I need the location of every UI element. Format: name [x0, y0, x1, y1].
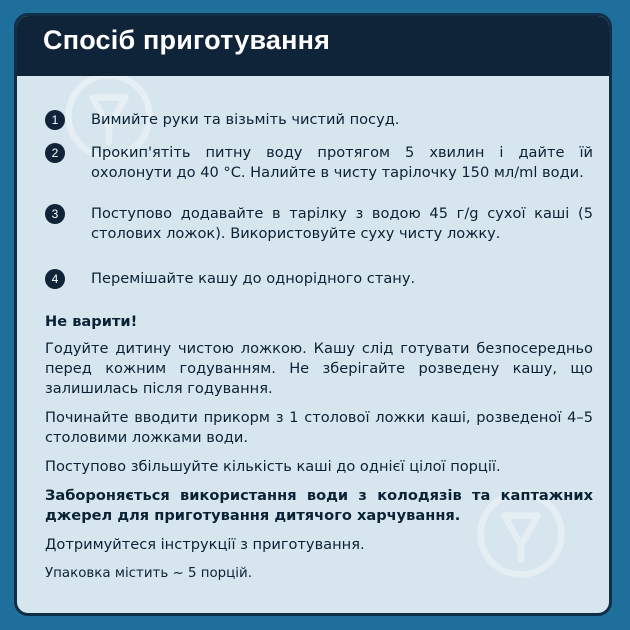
step-3: [45, 204, 593, 244]
step-number-badge: 2: [45, 143, 65, 163]
instructions-panel: [14, 13, 612, 616]
step-text: Перемішайте кашу до однорідного стану.: [91, 270, 416, 287]
step-number-badge: 4: [45, 269, 65, 289]
step-2: [45, 143, 593, 183]
step-number-badge: 1: [45, 110, 65, 130]
instructions-content: [45, 94, 593, 584]
step-number-badge: 3: [45, 204, 65, 224]
portion-paragraph: Поступово збільшуйте кількість каші до однієї цілої порції.: [45, 458, 501, 475]
page-title: Спосіб приготування: [43, 25, 331, 55]
water-warning-paragraph: Забороняється використання води з колодязів та каптажних джерел для приготування дитячого харчування.: [45, 487, 593, 524]
step-text: Прокип'ятіть питну воду протягом 5 хвилин і дайте їй охолонути до 40 °С. Налийте в чисту тарілочку 150 мл/ml води.: [91, 144, 593, 181]
introduction-paragraph: Починайте вводити прикорм з 1 столової ложки каші, розведеної 4–5 столовими ложками води.: [45, 409, 593, 446]
step-text: Вимийте руки та візьміть чистий посуд.: [91, 111, 400, 128]
follow-instructions-paragraph: Дотримуйтеся інструкції з приготування.: [45, 536, 365, 553]
warning-heading: Не варити!: [45, 313, 138, 330]
step-1: [45, 110, 593, 130]
step-4: [45, 269, 593, 289]
package-portions-text: Упаковка містить ~ 5 порцій.: [45, 566, 252, 581]
step-text: Поступово додавайте в тарілку з водою 45 г/g сухої каші (5 столових ложок). Використовуйте суху чисту ложку.: [91, 205, 593, 242]
panel-header: [17, 16, 609, 76]
feeding-paragraph: Годуйте дитину чистою ложкою. Кашу слід готувати безпосередньо перед кожним годуванням. Не зберігайте розведену кашу, що залишилась після годування.: [45, 340, 593, 397]
